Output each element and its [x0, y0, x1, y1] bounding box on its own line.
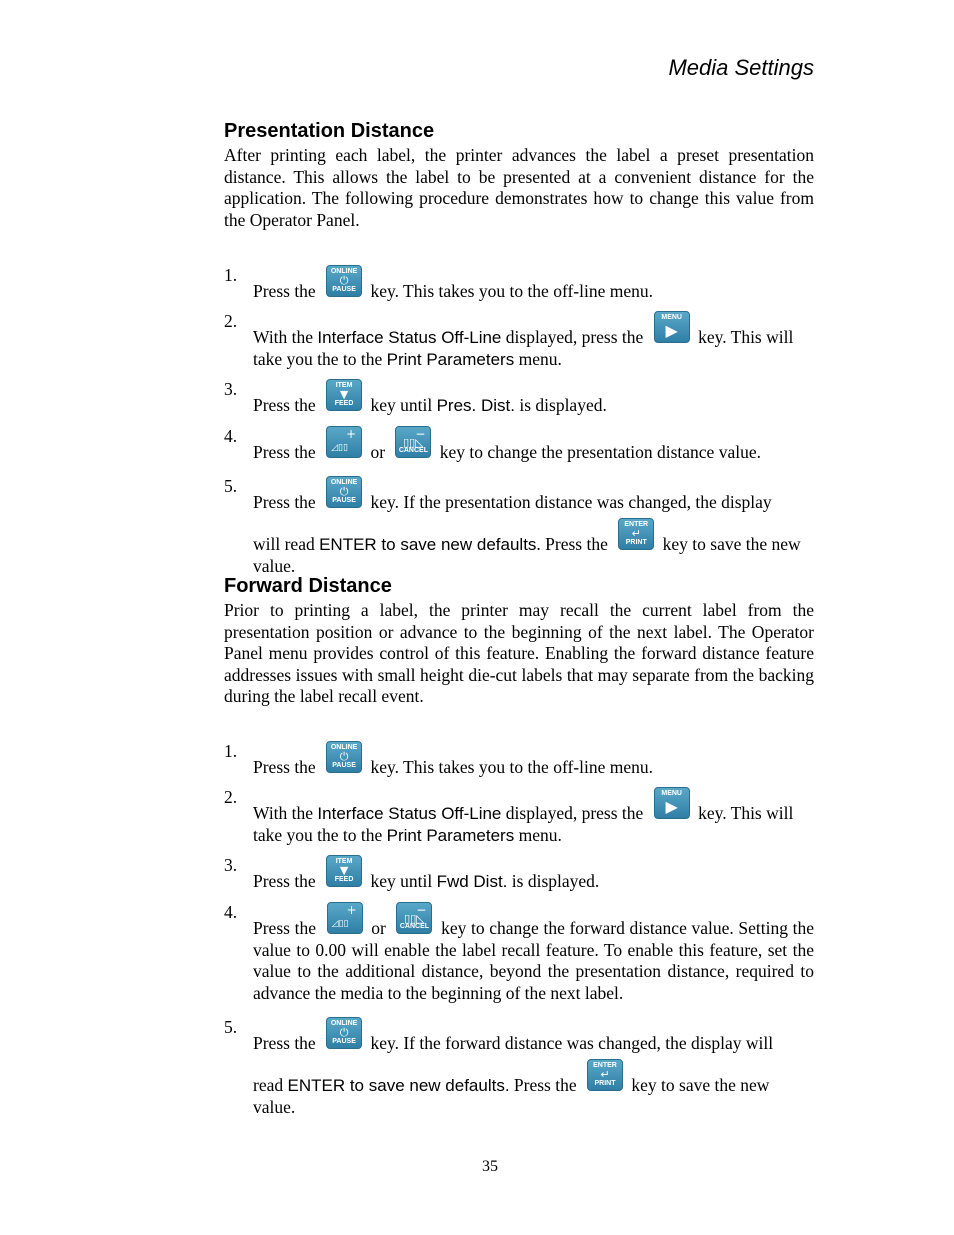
display-message: Interface Status Off-Line	[317, 328, 502, 347]
display-message: ENTER to save new defaults	[319, 535, 537, 554]
step-text: Press the	[253, 1033, 316, 1053]
step-text: is displayed.	[519, 395, 607, 415]
step-text: will read	[253, 534, 315, 554]
step-text: displayed, press the	[505, 803, 644, 823]
step-text: Press the	[253, 871, 316, 891]
online-pause-key-icon: ONLINE ⏻ PAUSE	[326, 265, 362, 297]
step-text: or	[371, 918, 386, 938]
page-number: 35	[482, 1158, 498, 1175]
step-1	[224, 741, 653, 779]
step-text: key. This takes you to the off-line menu.	[370, 281, 653, 301]
section-presentation-distance	[224, 120, 814, 231]
step-text: Press the	[253, 918, 316, 938]
plus-key-icon: + ◿▯▯	[327, 902, 363, 934]
menu-name: Print Parameters	[386, 349, 515, 369]
section-intro: Prior to printing a label, the printer may recall the current label from the presentation position or advance to the beginning of the next label. The Operator Panel menu provides control of this feature. Enabling the forward distance feature addresses issues with small height die-cut labels that may separate from the backing during the label recall event.	[224, 600, 814, 706]
step-text: Press the	[253, 281, 316, 301]
step-number: 1.	[224, 265, 238, 285]
step-text: key. This will take you the to the	[253, 803, 794, 845]
step-text: key until	[370, 871, 433, 891]
step-text: Press the	[253, 395, 316, 415]
step-number: 3.	[224, 855, 238, 875]
step-2	[224, 311, 814, 370]
menu-name: Print Parameters	[386, 825, 515, 845]
online-pause-key-icon: ONLINE ⏻ PAUSE	[326, 1017, 362, 1049]
step-5-continued	[224, 1059, 814, 1118]
step-text: or	[370, 442, 386, 462]
step-text: key. This takes you to the off-line menu.	[370, 757, 653, 777]
item-feed-key-icon: ITEM ▼ FEED	[326, 379, 362, 411]
step-text: Press the	[513, 1075, 577, 1095]
display-message: Fwd Dist.	[436, 872, 508, 891]
step-number: 2.	[224, 311, 238, 331]
minus-cancel-key-icon: − ▯▯◺ CANCEL	[395, 426, 431, 458]
step-number: 2.	[224, 787, 238, 807]
display-message: Interface Status Off-Line	[317, 804, 502, 823]
step-3	[224, 379, 607, 417]
display-message: Pres. Dist.	[436, 396, 515, 415]
display-message: ENTER to save new defaults.	[287, 1076, 510, 1095]
step-2	[224, 787, 814, 846]
step-text: key until	[370, 395, 433, 415]
plus-key-icon: + ◿▯▯	[326, 426, 362, 458]
step-4	[224, 426, 761, 464]
step-text: key to save the new value.	[253, 534, 801, 576]
step-text: key to change the forward distance value. Setting the value to 0.00 will enable the label recall feature. To enable this feature, set the value to the additional distance, beyond the presentation distance, required to advance the media to the beginning of the next label.	[253, 918, 814, 1003]
step-text: With the	[253, 327, 314, 347]
step-4	[224, 902, 814, 1004]
step-text: With the	[253, 803, 314, 823]
step-text: Press the	[253, 757, 316, 777]
step-text: menu.	[518, 824, 562, 845]
step-text: . Press the	[536, 534, 608, 554]
step-text: displayed, press the	[505, 327, 644, 347]
step-3	[224, 855, 599, 893]
menu-key-icon: MENU ▶	[654, 311, 690, 343]
step-5	[224, 1017, 814, 1055]
enter-print-key-icon: ENTER ↵ PRINT	[587, 1059, 623, 1091]
step-number: 5.	[224, 476, 238, 496]
step-number: 4.	[224, 902, 238, 922]
step-1	[224, 265, 653, 303]
step-text: key. This will take you the to the	[253, 327, 794, 369]
item-feed-key-icon: ITEM ▼ FEED	[326, 855, 362, 887]
step-text: key. If the presentation distance was changed, the display	[370, 492, 772, 512]
step-number: 4.	[224, 426, 238, 446]
enter-print-key-icon: ENTER ↵ PRINT	[618, 518, 654, 550]
online-pause-key-icon: ONLINE ⏻ PAUSE	[326, 741, 362, 773]
minus-cancel-key-icon: − ▯▯◺ CANCEL	[396, 902, 432, 934]
step-number: 3.	[224, 379, 238, 399]
step-text: key to change the presentation distance value.	[439, 442, 761, 462]
step-text: menu.	[518, 348, 562, 369]
step-text: key to save the new value.	[253, 1075, 770, 1117]
step-text: Press the	[253, 492, 316, 512]
section-forward-distance	[224, 575, 814, 708]
section-title: Forward Distance	[224, 575, 392, 597]
online-pause-key-icon: ONLINE ⏻ PAUSE	[326, 476, 362, 508]
step-text: read	[253, 1075, 284, 1095]
step-text: is displayed.	[511, 871, 600, 891]
step-5	[224, 476, 814, 514]
step-text: key. If the forward distance was changed, the display will	[370, 1033, 774, 1053]
section-intro: After printing each label, the printer advances the label a preset presentation distance. This allows the label to be presented at a convenient distance for the application. The following procedure demonstrates how to change this value from the Operator Panel.	[224, 145, 814, 230]
step-5-continued	[224, 518, 814, 577]
step-text: Press the	[253, 442, 316, 462]
step-number: 5.	[224, 1017, 238, 1037]
step-number: 1.	[224, 741, 238, 761]
section-title: Presentation Distance	[224, 120, 435, 142]
running-head: Media Settings	[668, 55, 814, 80]
menu-key-icon: MENU ▶	[654, 787, 690, 819]
